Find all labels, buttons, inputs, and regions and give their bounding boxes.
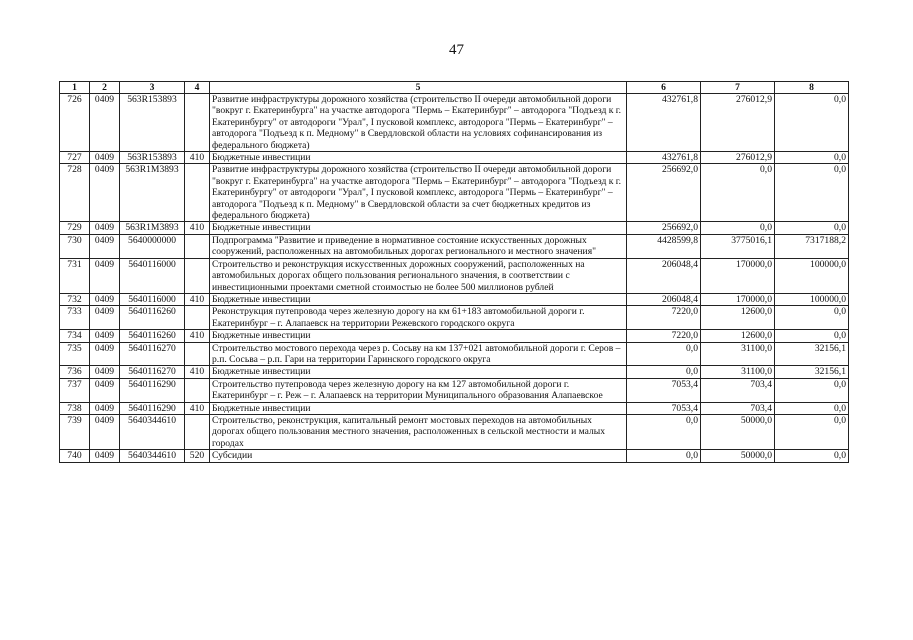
section-code: 0409 xyxy=(90,378,120,402)
row-number: 728 xyxy=(60,164,90,222)
amount-column-7: 0,0 xyxy=(701,222,775,234)
row-number: 732 xyxy=(60,293,90,305)
amount-column-8: 7317188,2 xyxy=(775,234,849,258)
amount-column-8: 0,0 xyxy=(775,450,849,462)
amount-column-6: 0,0 xyxy=(627,450,701,462)
table-row xyxy=(60,164,849,222)
amount-column-7: 31100,0 xyxy=(701,366,775,378)
section-code: 0409 xyxy=(90,222,120,234)
expense-type-code xyxy=(185,94,210,152)
expense-type-code: 410 xyxy=(185,330,210,342)
section-code: 0409 xyxy=(90,342,120,366)
row-number: 733 xyxy=(60,306,90,330)
amount-column-6: 7220,0 xyxy=(627,330,701,342)
section-code: 0409 xyxy=(90,152,120,164)
target-item-code: 5640116290 xyxy=(120,402,185,414)
item-name: Развитие инфраструктуры дорожного хозяйства (строительство II очереди автомобильной дороги "вокруг г. Екатеринбурга" на участке автодорога "Пермь – Екатеринбург" – автодорога "Подъезд к г. Екатеринбургу" от автодороги "Урал", I пусковой комплекс, автодорога "Пермь – Екатеринбург" – автодорога "Подъезд к п. Медному" в Свердловской области за счет бюджетных кредитов из федерального бюджета) xyxy=(210,164,627,222)
expense-type-code: 410 xyxy=(185,222,210,234)
row-number: 735 xyxy=(60,342,90,366)
target-item-code: 5640116260 xyxy=(120,330,185,342)
row-number: 729 xyxy=(60,222,90,234)
amount-column-7: 3775016,1 xyxy=(701,234,775,258)
expense-type-code: 410 xyxy=(185,402,210,414)
target-item-code: 563R1M3893 xyxy=(120,222,185,234)
expense-type-code xyxy=(185,164,210,222)
amount-column-8: 0,0 xyxy=(775,152,849,164)
table-row xyxy=(60,258,849,293)
amount-column-6: 7220,0 xyxy=(627,306,701,330)
section-code: 0409 xyxy=(90,366,120,378)
amount-column-7: 31100,0 xyxy=(701,342,775,366)
header-row xyxy=(60,82,849,94)
amount-column-8: 32156,1 xyxy=(775,366,849,378)
column-header: 3 xyxy=(120,82,185,94)
column-header: 6 xyxy=(627,82,701,94)
amount-column-7: 50000,0 xyxy=(701,414,775,449)
item-name: Строительство, реконструкция, капитальный ремонт мостовых переходов на автомобильных дорогах общего пользования местного значения, расположенных в сельской местности и малых городах xyxy=(210,414,627,449)
table-row xyxy=(60,234,849,258)
amount-column-8: 0,0 xyxy=(775,164,849,222)
amount-column-6: 432761,8 xyxy=(627,94,701,152)
table-row xyxy=(60,152,849,164)
target-item-code: 5640116000 xyxy=(120,293,185,305)
section-code: 0409 xyxy=(90,293,120,305)
amount-column-6: 4428599,8 xyxy=(627,234,701,258)
item-name: Бюджетные инвестиции xyxy=(210,366,627,378)
row-number: 730 xyxy=(60,234,90,258)
table-row xyxy=(60,378,849,402)
amount-column-6: 432761,8 xyxy=(627,152,701,164)
expense-type-code: 410 xyxy=(185,366,210,378)
table-row xyxy=(60,222,849,234)
table-row xyxy=(60,330,849,342)
row-number: 738 xyxy=(60,402,90,414)
expense-type-code: 410 xyxy=(185,293,210,305)
table-header xyxy=(60,82,849,94)
table-row xyxy=(60,293,849,305)
amount-column-8: 100000,0 xyxy=(775,293,849,305)
page-number: 47 xyxy=(449,42,464,58)
amount-column-7: 50000,0 xyxy=(701,450,775,462)
row-number: 737 xyxy=(60,378,90,402)
expense-type-code xyxy=(185,414,210,449)
budget-table xyxy=(59,81,849,463)
row-number: 739 xyxy=(60,414,90,449)
item-name: Бюджетные инвестиции xyxy=(210,152,627,164)
item-name: Строительство и реконструкция искусственных дорожных сооружений, расположенных на автомобильных дорогах общего пользования регионального значения, в соответствии с инвестиционными проектами сметной стоимостью не более 500 миллионов рублей xyxy=(210,258,627,293)
table-row xyxy=(60,342,849,366)
amount-column-6: 206048,4 xyxy=(627,258,701,293)
amount-column-6: 256692,0 xyxy=(627,222,701,234)
item-name: Строительство путепровода через железную дорогу на км 127 автомобильной дороги г. Екатеринбург – г. Реж – г. Алапаевск на территории Муниципального образования Алапаевское xyxy=(210,378,627,402)
table-row xyxy=(60,94,849,152)
table-row xyxy=(60,450,849,462)
amount-column-6: 7053,4 xyxy=(627,402,701,414)
row-number: 731 xyxy=(60,258,90,293)
expense-type-code xyxy=(185,342,210,366)
amount-column-6: 256692,0 xyxy=(627,164,701,222)
amount-column-8: 0,0 xyxy=(775,414,849,449)
amount-column-8: 0,0 xyxy=(775,306,849,330)
item-name: Реконструкция путепровода через железную дорогу на км 61+183 автомобильной дороги г. Екатеринбург – г. Алапаевск на территории Режевского городского округа xyxy=(210,306,627,330)
expense-type-code: 520 xyxy=(185,450,210,462)
amount-column-6: 7053,4 xyxy=(627,378,701,402)
amount-column-7: 703,4 xyxy=(701,378,775,402)
item-name: Бюджетные инвестиции xyxy=(210,222,627,234)
table-row xyxy=(60,306,849,330)
column-header: 5 xyxy=(210,82,627,94)
table-row xyxy=(60,402,849,414)
expense-type-code xyxy=(185,234,210,258)
target-item-code: 5640116000 xyxy=(120,258,185,293)
target-item-code: 563R153893 xyxy=(120,94,185,152)
amount-column-7: 170000,0 xyxy=(701,293,775,305)
amount-column-8: 0,0 xyxy=(775,378,849,402)
amount-column-8: 0,0 xyxy=(775,94,849,152)
target-item-code: 5640000000 xyxy=(120,234,185,258)
target-item-code: 5640116270 xyxy=(120,342,185,366)
item-name: Подпрограмма "Развитие и приведение в нормативное состояние искусственных дорожных сооружений, расположенных на автомобильных дорогах регионального и местного значения" xyxy=(210,234,627,258)
target-item-code: 5640116270 xyxy=(120,366,185,378)
row-number: 727 xyxy=(60,152,90,164)
row-number: 726 xyxy=(60,94,90,152)
expense-type-code xyxy=(185,378,210,402)
expense-type-code: 410 xyxy=(185,152,210,164)
item-name: Строительство мостового перехода через р. Сосьву на км 137+021 автомобильной дороги г. Серов – р.п. Сосьва – р.п. Гари на территории Гаринского городского округа xyxy=(210,342,627,366)
row-number: 734 xyxy=(60,330,90,342)
amount-column-7: 703,4 xyxy=(701,402,775,414)
target-item-code: 5640344610 xyxy=(120,414,185,449)
amount-column-8: 0,0 xyxy=(775,222,849,234)
expense-type-code xyxy=(185,306,210,330)
target-item-code: 5640116290 xyxy=(120,378,185,402)
amount-column-6: 206048,4 xyxy=(627,293,701,305)
item-name: Субсидии xyxy=(210,450,627,462)
column-header: 2 xyxy=(90,82,120,94)
section-code: 0409 xyxy=(90,164,120,222)
amount-column-6: 0,0 xyxy=(627,414,701,449)
target-item-code: 5640344610 xyxy=(120,450,185,462)
amount-column-7: 276012,9 xyxy=(701,152,775,164)
section-code: 0409 xyxy=(90,306,120,330)
column-header: 8 xyxy=(775,82,849,94)
row-number: 736 xyxy=(60,366,90,378)
amount-column-8: 100000,0 xyxy=(775,258,849,293)
table-body xyxy=(60,94,849,463)
target-item-code: 563R153893 xyxy=(120,152,185,164)
column-header: 1 xyxy=(60,82,90,94)
amount-column-8: 0,0 xyxy=(775,330,849,342)
target-item-code: 563R1M3893 xyxy=(120,164,185,222)
amount-column-7: 0,0 xyxy=(701,164,775,222)
section-code: 0409 xyxy=(90,402,120,414)
section-code: 0409 xyxy=(90,94,120,152)
item-name: Бюджетные инвестиции xyxy=(210,330,627,342)
table-row xyxy=(60,414,849,449)
expense-type-code xyxy=(185,258,210,293)
table-row xyxy=(60,366,849,378)
item-name: Бюджетные инвестиции xyxy=(210,293,627,305)
section-code: 0409 xyxy=(90,330,120,342)
amount-column-7: 276012,9 xyxy=(701,94,775,152)
item-name: Бюджетные инвестиции xyxy=(210,402,627,414)
section-code: 0409 xyxy=(90,234,120,258)
section-code: 0409 xyxy=(90,414,120,449)
row-number: 740 xyxy=(60,450,90,462)
column-header: 7 xyxy=(701,82,775,94)
amount-column-6: 0,0 xyxy=(627,366,701,378)
target-item-code: 5640116260 xyxy=(120,306,185,330)
item-name: Развитие инфраструктуры дорожного хозяйства (строительство II очереди автомобильной дороги "вокруг г. Екатеринбурга" на участке автодорога "Пермь – Екатеринбург" – автодорога "Подъезд к г. Екатеринбургу" от автодороги "Урал", I пусковой комплекс, автодорога "Пермь – Екатеринбург" – автодорога "Подъезд к п. Медному" в Свердловской области на условиях софинансирования из федерального бюджета) xyxy=(210,94,627,152)
amount-column-7: 170000,0 xyxy=(701,258,775,293)
amount-column-7: 12600,0 xyxy=(701,306,775,330)
column-header: 4 xyxy=(185,82,210,94)
section-code: 0409 xyxy=(90,450,120,462)
amount-column-8: 0,0 xyxy=(775,402,849,414)
amount-column-8: 32156,1 xyxy=(775,342,849,366)
amount-column-6: 0,0 xyxy=(627,342,701,366)
section-code: 0409 xyxy=(90,258,120,293)
amount-column-7: 12600,0 xyxy=(701,330,775,342)
